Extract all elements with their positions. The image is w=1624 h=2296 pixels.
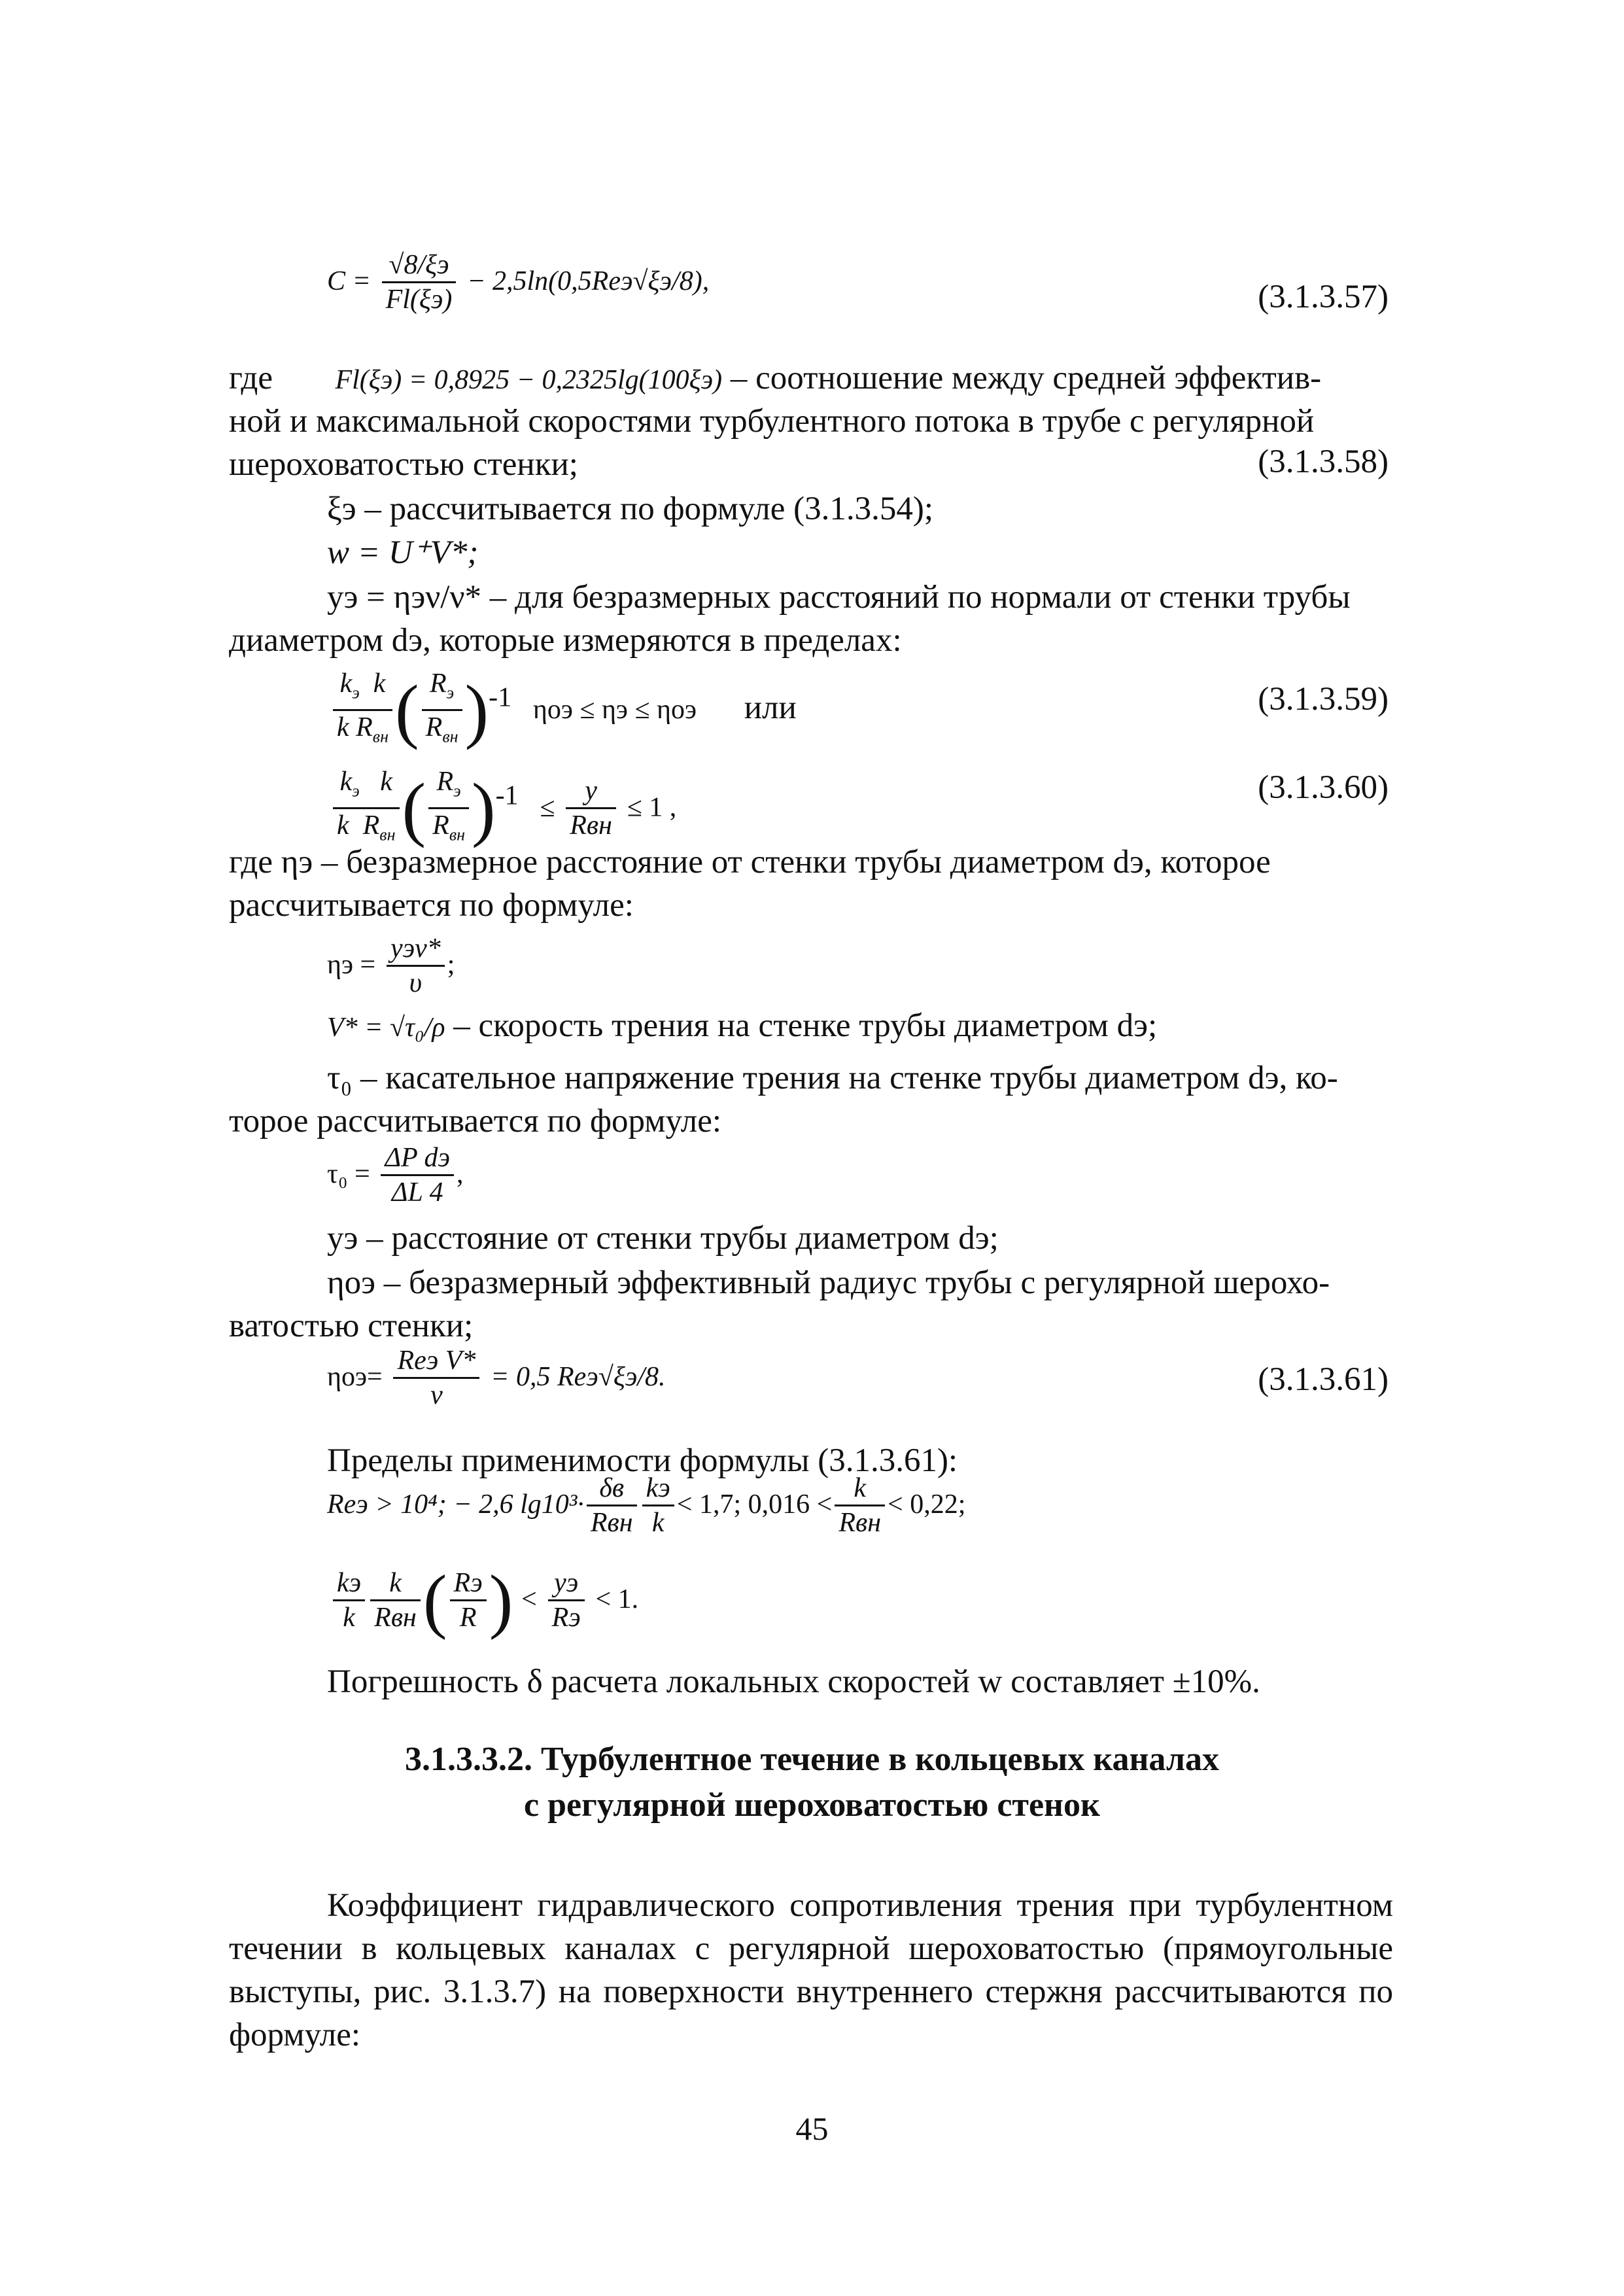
limits-line-1: Reэ > 10⁴; − 2,6 lg10³· $\frac{\delta в}{\text{Rвн}}$ $\frac{kэ}{k}$ < 1,7; 0,016 < $\frac{k}{\text{Rвн}}$ < 0,22; — [327, 1473, 966, 1538]
equation-number: (3.1.3.59) — [1258, 681, 1389, 718]
equation-number: (3.1.3.57) — [1258, 279, 1389, 315]
definition-y-line2: диаметром dэ, которые измеряются в пределах: — [229, 622, 902, 659]
definition-eta0-line2: ватостью стенки; — [229, 1308, 474, 1344]
definition-y-line1: yэ = ηэν/ν* – для безразмерных расстояний по нормали от стенки трубы — [327, 579, 1351, 616]
section-heading-line1: 3.1.3.3.2. Турбулентное течение в кольцевых каналах — [404, 1741, 1220, 1778]
definition-xi: ξэ – рассчитывается по формуле (3.1.3.54); — [327, 491, 934, 527]
equation-tau: τ₀ = $\frac{\text{ΔP dэ}}{\Delta L 4}$ , — [327, 1143, 464, 1208]
equation-eta: ηэ = $\frac{\text{yэν*}}{\upsilon}$ ; — [327, 933, 455, 998]
definition-eta-line1: где ηэ – безразмерное расстояние от стенки трубы диаметром dэ, которое — [229, 844, 1271, 880]
equation-number: (3.1.3.58) — [1258, 444, 1389, 480]
body-paragraph: Коэффициент гидравлического сопротивления трения при турбулентном течении в кольцевых каналах с регулярной шероховатостью (прямоугольные выступы, рис. 3.1.3.7) на поверхности внутреннего стержня рассчитываются по формуле: — [229, 1887, 1393, 2053]
equation-number: (3.1.3.61) — [1258, 1361, 1389, 1398]
page-number: 45 — [795, 2110, 829, 2147]
section-heading-line2: с регулярной шероховатостью стенок — [524, 1786, 1100, 1824]
definition-v: V* = √τ₀/ρ – скорость трения на стенке трубы диаметром dэ; — [327, 1007, 1158, 1044]
equation-3-1-3-60: $\frac{k_э k}{k R_{вн}}$ ( $\frac{R_э}{R_{вн}}$ )$^{-1}$ ≤ $\frac{y}{\text{Rвн}}$ ≤ 1 , — [330, 765, 676, 852]
definition-tau-line2: торое рассчитывается по формуле: — [229, 1103, 722, 1139]
definition-f-line2: ной и максимальной скоростями турбулентного потока в трубе с регулярной — [229, 403, 1315, 440]
equation-3-1-3-59: $\frac{k_э k}{k R_{вн}}$ ( $\frac{R_э}{R_{вн}}$ )$^{-1}$ ηoэ ≤ ηэ ≤ ηoэ или — [330, 667, 797, 754]
limits-line-2: $\frac{kэ}{k}$ $\frac{k}{\text{Rвн}}$ ( $\frac{Rэ}{R}$ ) < $\frac{yэ}{Rэ}$ < 1. — [330, 1567, 638, 1634]
equation-3-1-3-61: ηoэ= $\frac{\text{Reэ V*}}{\nu}$ = 0,5 Reэ√ξэ/8. — [327, 1346, 666, 1410]
definition-w: w = U⁺V*; — [327, 534, 479, 571]
definition-eta0-line1: ηoэ – безразмерный эффективный радиус трубы с регулярной шерохо- — [327, 1264, 1330, 1301]
definition-tau-line1: τ₀ – касательное напряжение трения на стенке трубы диаметром dэ, ко- — [327, 1060, 1338, 1096]
definition-f-line1: где Fl(ξэ) = 0,8925 − 0,2325lg(100ξэ) – соотношение между средней эффектив- — [229, 360, 1322, 396]
limits-title: Пределы применимости формулы (3.1.3.61): — [327, 1442, 958, 1479]
equation-3-1-3-57: C = $\frac{√8/\xi э}{Fl(\xi э)}$ − 2,5ln(0,5Reэ√ξэ/8), — [327, 250, 710, 315]
equation-number: (3.1.3.60) — [1258, 769, 1389, 806]
definition-eta-line2: рассчитывается по формуле: — [229, 887, 634, 924]
definition-f-line3: шероховатостью стенки; — [229, 446, 578, 483]
error-statement: Погрешность δ расчета локальных скоростей w составляет ±10%. — [327, 1663, 1260, 1700]
definition-y-distance: yэ – расстояние от стенки трубы диаметром dэ; — [327, 1220, 999, 1257]
